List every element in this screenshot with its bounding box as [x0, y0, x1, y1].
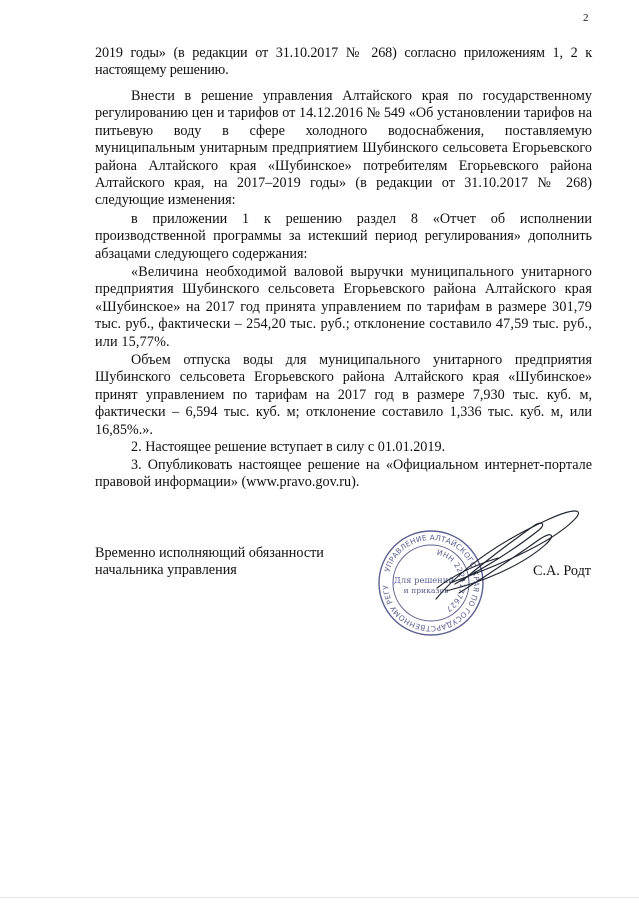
- paragraph-amendment: Внести в решение управления Алтайского края по государственному регулированию цен и тарифов от 14.12.2016 № 549 «Об установлении тарифов на питьевую воду в сфере холодного водоснабжения, поставляемую муниципальным унитарным предприятием Шубинского сельсовета Егорьевского района Алтайского края «Шубинское» потребителям Егорьевского района Алтайского края, на 2017–2019 годы» (в редакции от 31.10.2017 № 268) следующие изменения:: [95, 88, 592, 209]
- signatory-name: С.А. Родт: [533, 563, 591, 579]
- paragraph-appendix: в приложении 1 к решению раздел 8 «Отчет об исполнении производственной программы за истекший период регулирования» дополнить абзацами следующего содержания:: [95, 211, 592, 262]
- official-stamp-with-signature: [339, 488, 594, 675]
- stamp-center-line-2: и приказов: [403, 586, 449, 595]
- paragraph-effective-date: 2. Настоящее решение вступает в силу с 01.01.2019.: [131, 439, 446, 455]
- signatory-position-line-1: Временно исполняющий обязанности: [95, 545, 324, 561]
- paragraph-publication: 3. Опубликовать настоящее решение на «Официальном интернет-портале правовой информации» (www.pravo.gov.ru).: [95, 457, 592, 491]
- stamp-outer-text: УПРАВЛЕНИЕ АЛТАЙСКОГО КРАЯ ПО ГОСУДАРСТВЕННОМУ РЕГУЛИРОВАНИЮ ЦЕН И ТАРИФОВ: [339, 488, 482, 634]
- text-continuation: 2019 годы» (в редакции от 31.10.2017 № 268) согласно приложениям 1, 2 к настоящему решению.: [95, 45, 592, 79]
- stamp-center-line-1: Для решений: [394, 575, 454, 585]
- stamp-inn-text: ИНН 2221177627: [435, 547, 468, 614]
- page-number: 2: [583, 12, 589, 24]
- signatory-position-line-2: начальника управления: [95, 562, 237, 579]
- page-bottom-rule: [0, 897, 639, 898]
- signatory-position: [95, 545, 324, 580]
- paragraph-revenue: «Величина необходимой валовой выручки муниципального унитарного предприятия Шубинского сельсовета Егорьевского района Алтайского края «Шубинское» на 2017 год принята управлением по тарифам в размере 301,79 тыс. руб., фактически – 254,20 тыс. руб.; отклонение составило 47,59 тыс. руб., или 15,77%.: [95, 264, 592, 350]
- paragraph-water-volume: Объем отпуска воды для муниципального унитарного предприятия Шубинского сельсовета Егорьевского района Алтайского края «Шубинское» принят управлением по тарифам на 2017 год в размере 7,930 тыс. куб. м, фактически – 6,594 тыс. куб. м; отклонение составило 1,336 тыс. куб. м, или 16,85%.».: [95, 352, 592, 438]
